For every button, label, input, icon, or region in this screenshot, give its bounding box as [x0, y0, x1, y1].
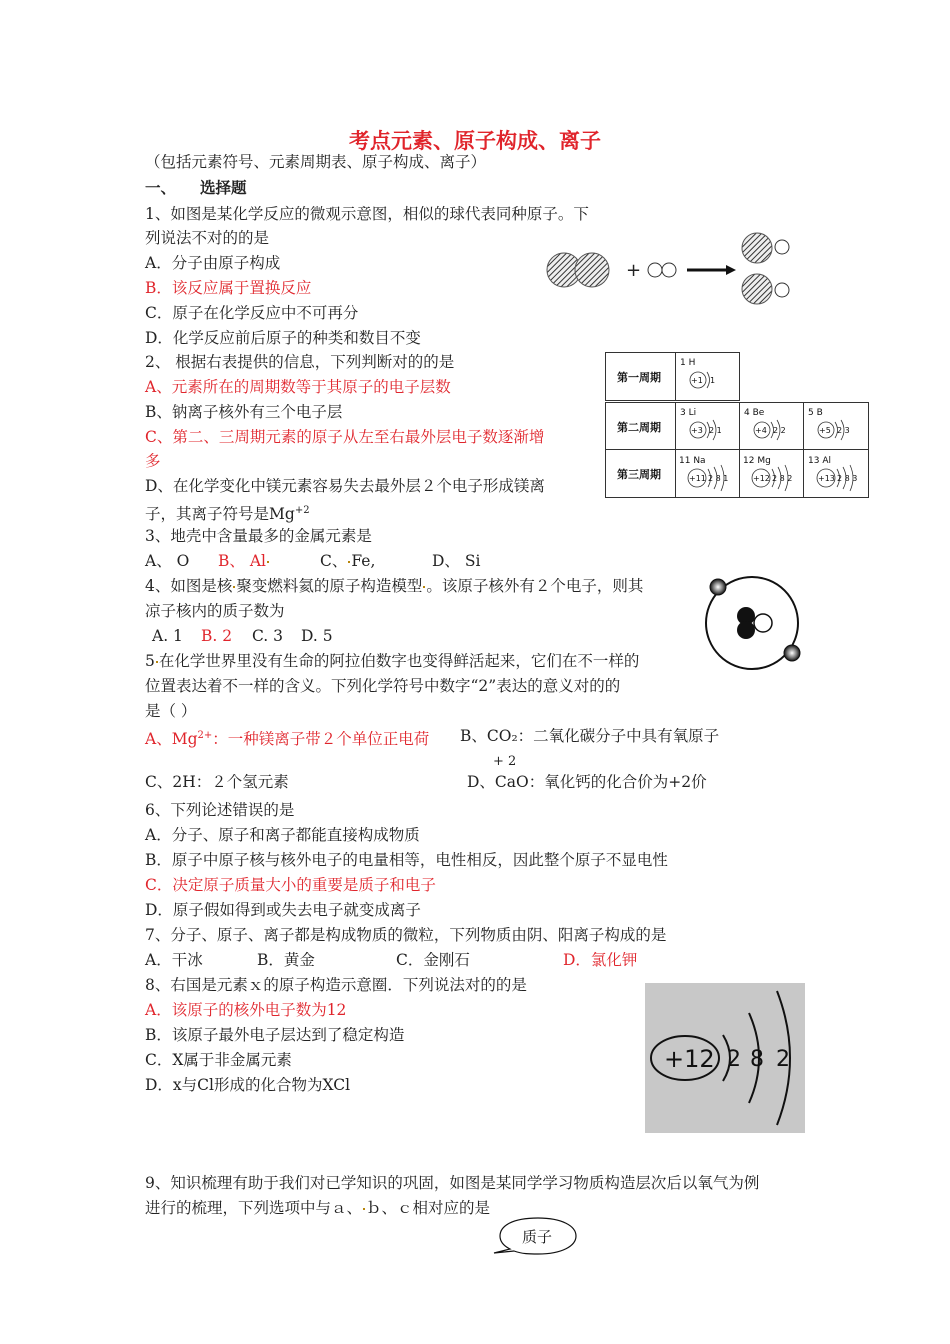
q3-option-c-text: Fe, — [351, 552, 376, 570]
atom-structure-svg — [645, 983, 805, 1133]
q2-option-a: A、元素所在的周期数等于其原子的电子层数 — [145, 378, 451, 396]
plus-sign: + — [626, 260, 642, 281]
q8-option-d: D．x与Cl形成的化合物为XCl — [145, 1076, 351, 1094]
white-atom — [775, 240, 789, 254]
q4-option-d: D. 5 — [301, 627, 333, 645]
q6-stem: 6、下列论述错误的是 — [145, 801, 295, 819]
q2-option-d-line1: D、在化学变化中镁元素容易失去最外层２个电子形成镁离 — [145, 477, 545, 495]
shells-mg: 2 8 2 — [772, 474, 793, 483]
element-label-h: 1 H — [680, 358, 696, 368]
q9-stem-line2 — [145, 1198, 490, 1218]
shell-2-count: 8 — [750, 1047, 764, 1072]
q1-option-c: C．原子在化学反应中不可再分 — [145, 304, 359, 322]
q2-option-c-line1: C、第二、三周期元素的原子从左至右最外层电子数逐渐增 — [145, 428, 545, 446]
q3-option-c — [320, 551, 375, 571]
element-label-li: 3 Li — [680, 408, 697, 418]
q5-option-c: C、2H：２个氢元素 — [145, 773, 289, 791]
q9-stem-line1: 9、知识梳理有助于我们对已学知识的巩固，如图是某同学学习物质构造层次后以氧气为例 — [145, 1174, 760, 1192]
row-label-period-3: 第三周期 — [617, 468, 661, 481]
q4-option-c: C. 3 — [252, 627, 284, 645]
q5-stem-line3: 是（ ） — [145, 702, 197, 720]
mg-charge: +2 — [294, 505, 310, 516]
q5-option-a-charge: 2+ — [197, 730, 213, 741]
dot-mark — [156, 661, 158, 663]
q2-stem: 2、 根据右表提供的信息，下列判断对的的是 — [145, 353, 455, 371]
q7-option-a: A．干冰 — [145, 951, 203, 969]
element-label-na: 11 Na — [679, 456, 706, 466]
q5-stem-text: 在化学世界里没有生命的阿拉伯数字也变得鲜活起来，它们在不一样的 — [158, 652, 640, 670]
periodic-table — [605, 352, 870, 498]
dot-mark — [267, 561, 269, 563]
q3-option-c-prefix: C、 — [320, 552, 348, 570]
q4-stem-part2: 聚变燃料氦的原子构造模型 — [236, 577, 423, 595]
q7-option-b: B．黄金 — [257, 951, 315, 969]
shells-b: 2 3 — [837, 426, 850, 435]
q2-option-b: B、钠离子核外有三个电子层 — [145, 403, 343, 421]
element-label-b: 5 B — [808, 408, 823, 418]
row-label-period-2: 第二周期 — [617, 421, 661, 434]
section-heading: 选择题 — [200, 178, 247, 197]
q4-stem-part1: 4、如图是核 — [145, 577, 233, 595]
q7-option-d: D．氯化钾 — [563, 951, 638, 969]
q4-stem-line1 — [145, 576, 643, 596]
q6-option-d: D．原子假如得到或失去电子就变成离子 — [145, 901, 421, 919]
q1-stem-line1: 1、如图是某化学反应的微观示意图，相似的球代表同种原子。下 — [145, 205, 589, 223]
electron-icon — [710, 579, 726, 595]
reaction-diagram — [540, 228, 800, 310]
shells-li: 2 1 — [709, 426, 722, 435]
q1-option-d: D．化学反应前后原子的种类和数目不变 — [145, 329, 421, 347]
hatched-atom — [575, 253, 609, 287]
q7-option-c: C．金刚石 — [396, 951, 470, 969]
q3-option-d: D、 Si — [432, 552, 481, 570]
q6-option-c: C．决定原子质量大小的重要是质子和电子 — [145, 876, 436, 894]
helium-atom-model — [700, 575, 810, 675]
proton-icon — [737, 621, 755, 639]
shell-3-count: 2 — [776, 1047, 790, 1072]
element-label-mg: 12 Mg — [743, 456, 771, 466]
nucleus-al: +13 — [818, 474, 835, 483]
q2-option-d-line2 — [145, 501, 310, 524]
q7-stem: 7、分子、原子、离子都是构成物质的微粒，下列物质由阴、阳离子构成的是 — [145, 926, 667, 944]
shells-na: 2 8 1 — [708, 474, 729, 483]
nucleus-be: +4 — [755, 426, 767, 435]
dot-mark — [363, 1208, 365, 1210]
q5-option-d: D、CaO：氧化钙的化合价为+2价 — [467, 773, 707, 791]
q3-option-a: A、 O — [145, 552, 190, 570]
q5-option-a-symbol: A、Mg — [145, 730, 198, 749]
q2-option-c-line2: 多 — [145, 452, 161, 470]
white-atom — [662, 263, 676, 277]
page-title: 考点元素、原子构成、离子 — [349, 128, 601, 153]
q1-option-a: A．分子由原子构成 — [145, 254, 281, 272]
white-atom — [648, 263, 662, 277]
q5-valence-mark: + 2 — [493, 754, 517, 769]
q5-stem-line1 — [145, 651, 639, 671]
row-label-period-1: 第一周期 — [617, 371, 661, 384]
q5-option-a-text: ：一种镁离子带２个单位正电荷 — [212, 730, 430, 749]
q1-stem-line2: 列说法不对的的是 — [145, 229, 270, 247]
shells-be: 2 2 — [773, 426, 786, 435]
element-label-be: 4 Be — [744, 408, 765, 418]
q5-stem-line2: 位置表达着不一样的含义。下列化学符号中数字“2”表达的意义对的的 — [145, 677, 621, 695]
hatched-atom — [742, 233, 772, 263]
electron-icon — [784, 645, 800, 661]
q3-option-b — [218, 551, 270, 571]
q8-option-b: B．该原子最外电子层达到了稳定构造 — [145, 1026, 405, 1044]
element-label-al: 13 Al — [808, 456, 831, 466]
q5-number: 5 — [145, 652, 155, 670]
bubble-label: 质子 — [522, 1228, 553, 1246]
q9-stem-part1: 进行的梳理，下列选项中与ａ、 — [145, 1199, 363, 1217]
q1-option-b: B．该反应属于置换反应 — [145, 279, 312, 297]
q5-option-b: B、CO₂：二氧化碳分子中具有氧原子 — [460, 727, 720, 745]
q4-stem-line2: 凉子核内的质子数为 — [145, 602, 285, 620]
shell-1-count: 2 — [727, 1047, 741, 1072]
hatched-atom — [742, 274, 772, 304]
white-atom — [775, 283, 789, 297]
q4-option-b: B. 2 — [201, 627, 233, 645]
subtitle: （包括元素符号、元素周期表、原子构成、离子） — [145, 153, 487, 171]
arrow-head-icon — [726, 265, 736, 275]
q3-stem: 3、地壳中含量最多的金属元素是 — [145, 527, 372, 545]
shells-al: 2 8 3 — [837, 474, 858, 483]
q8-option-a: A．该原子的核外电子数为12 — [145, 1001, 347, 1019]
speech-bubble — [492, 1216, 580, 1256]
q6-option-b: B．原子中原子核与核外电子的电量相等，电性相反，因此整个原子不显电性 — [145, 851, 668, 869]
neutron-icon — [754, 614, 772, 632]
section-number: 一、 — [145, 178, 177, 197]
mg-symbol: Mg — [269, 505, 295, 524]
q4-stem-part3: 。该原子核外有２个电子，则其 — [426, 577, 644, 595]
q8-stem: 8、右国是元素ｘ的原子构造示意圈．下列说法对的的是 — [145, 976, 527, 994]
q6-option-a: A．分子、原子和离子都能直接构成物质 — [145, 826, 420, 844]
shells-h: 1 — [710, 376, 716, 385]
q5-option-a — [145, 726, 429, 749]
nucleus-h: +1 — [691, 376, 703, 385]
nucleus-mg: +12 — [753, 474, 770, 483]
q3-option-b-text: B、 Al — [218, 552, 266, 570]
nucleus-na: +11 — [689, 474, 706, 483]
nucleus-charge: +12 — [664, 1045, 715, 1073]
q2-option-d-text: 子，其离子符号是 — [145, 505, 270, 524]
nucleus-b: +5 — [819, 426, 831, 435]
atom-structure-figure — [645, 983, 805, 1133]
q4-option-a: A. 1 — [152, 627, 183, 645]
q9-stem-part2: ｂ、ｃ相对应的是 — [366, 1199, 491, 1217]
q8-option-c: C．X属于非金属元素 — [145, 1051, 292, 1069]
nucleus-li: +3 — [691, 426, 703, 435]
